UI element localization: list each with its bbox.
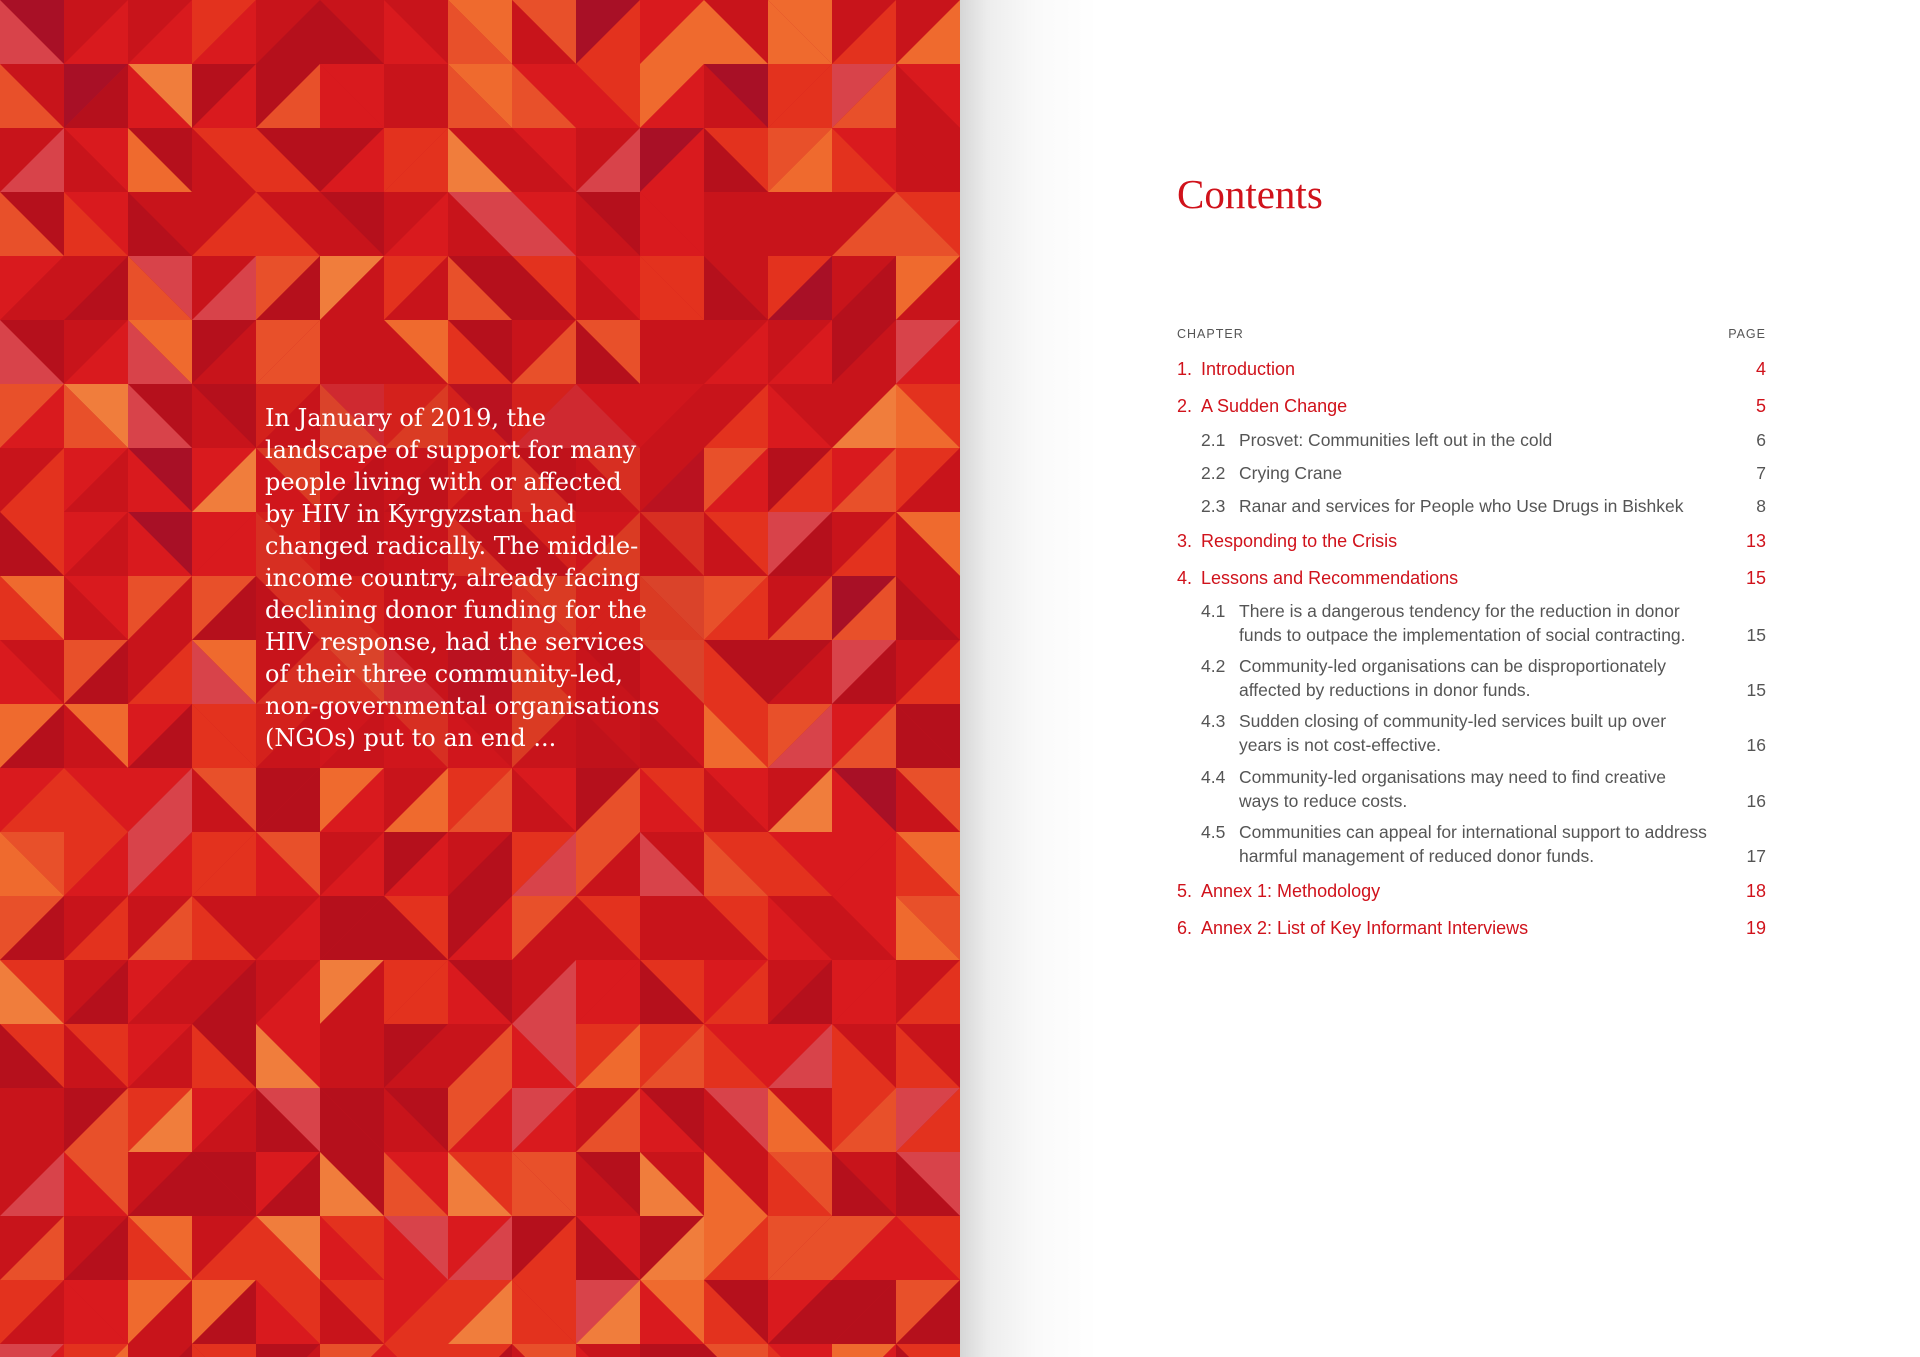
toc-entry-title <box>1239 494 1684 518</box>
toc-section-entry[interactable] <box>1177 654 1766 702</box>
toc-entry-page-number: 15 <box>1746 680 1766 700</box>
toc-entry-number: 4.1 <box>1201 601 1226 621</box>
toc-entry-title-line: Annex 1: Methodology <box>1201 881 1381 901</box>
intro-line: In January of 2019, the <box>265 404 546 432</box>
toc-entry-page-number: 16 <box>1746 791 1766 811</box>
intro-line: income country, already facing <box>265 564 640 592</box>
toc-entry-number: 4.5 <box>1201 822 1226 842</box>
intro-text <box>265 402 685 754</box>
toc-chapter-entry[interactable] <box>1177 567 1766 589</box>
toc-entry-number: 4. <box>1177 568 1193 588</box>
toc-entry-page-number: 7 <box>1756 463 1766 483</box>
toc-entry-title <box>1239 765 1666 813</box>
toc-entry-page-number: 17 <box>1746 846 1766 866</box>
toc-entry-page-number: 18 <box>1745 881 1766 901</box>
toc-entry-title <box>1239 709 1666 757</box>
toc-entry-title <box>1201 530 1397 552</box>
toc-entry-number: 2.1 <box>1201 430 1226 450</box>
toc-entry-number: 4.3 <box>1201 711 1226 731</box>
toc-entry-title <box>1201 880 1380 902</box>
intro-line: by HIV in Kyrgyzstan had <box>265 500 576 528</box>
toc-entry-title-line: Community-led organisations can be disproportionately <box>1239 656 1667 676</box>
toc-chapter-entry[interactable] <box>1177 917 1766 939</box>
toc-entry-title-line: A Sudden Change <box>1201 396 1348 416</box>
toc-entry-page-number: 13 <box>1745 531 1766 551</box>
toc-entry-title-line: Community-led organisations may need to find creative <box>1239 767 1667 787</box>
toc-entry-page-number: 19 <box>1745 918 1766 938</box>
toc-entry-number: 2.2 <box>1201 463 1226 483</box>
toc-entry-number: 2.3 <box>1201 496 1226 516</box>
toc-entry-title-line: There is a dangerous tendency for the reduction in donor <box>1239 601 1680 621</box>
toc-chapter-entry[interactable] <box>1177 395 1766 417</box>
toc-entry-title <box>1201 917 1528 939</box>
toc-entry-title-line: Prosvet: Communities left out in the cold <box>1239 430 1553 450</box>
toc-entry-title-line: ways to reduce costs. <box>1239 791 1408 811</box>
toc-chapter-entry[interactable] <box>1177 358 1766 380</box>
right-page <box>960 0 1920 1357</box>
toc-section-entry[interactable] <box>1177 765 1766 813</box>
toc-section-entry[interactable] <box>1177 709 1766 757</box>
toc-entry-title-line: Sudden closing of community-led services built up over <box>1239 711 1667 731</box>
toc-section-entry[interactable] <box>1177 428 1766 452</box>
intro-line: of their three community-led, <box>265 660 623 688</box>
chapter-column-header: CHAPTER <box>1177 327 1244 341</box>
toc-entry-title-line: Introduction <box>1201 359 1296 379</box>
toc-entry-number: 4.4 <box>1201 767 1226 787</box>
toc-section-entry[interactable] <box>1177 461 1766 485</box>
page-column-header: PAGE <box>1728 327 1766 341</box>
intro-line: changed radically. The middle- <box>265 532 639 560</box>
toc-entry-title <box>1239 654 1666 702</box>
toc-entry-title-line: Ranar and services for People who Use Drugs in Bishkek <box>1239 496 1684 516</box>
toc-chapter-entry[interactable] <box>1177 880 1766 902</box>
toc-entry-title <box>1201 395 1347 417</box>
toc-entry-title-line: years is not cost-effective. <box>1239 735 1441 755</box>
toc-entry-title <box>1239 599 1686 647</box>
toc-entry-title-line: Responding to the Crisis <box>1201 531 1398 551</box>
toc-entry-title <box>1239 461 1342 485</box>
toc-section-entry[interactable] <box>1177 820 1766 868</box>
intro-line: declining donor funding for the <box>265 596 647 624</box>
intro-line: non-governmental organisations <box>265 692 660 720</box>
toc-entry-number: 6. <box>1177 918 1193 938</box>
intro-line: people living with or affected <box>265 468 622 496</box>
intro-line: (NGOs) put to an end ... <box>265 724 557 752</box>
toc-section-entry[interactable] <box>1177 599 1766 647</box>
toc-entry-title <box>1201 358 1295 380</box>
toc-entry-title <box>1239 428 1552 452</box>
toc-entry-page-number: 5 <box>1755 396 1766 416</box>
toc-entry-number: 4.2 <box>1201 656 1226 676</box>
toc-entry-page-number: 15 <box>1745 568 1766 588</box>
toc-entry-page-number: 4 <box>1755 359 1766 379</box>
toc-entry-title-line: harmful management of reduced donor funds. <box>1239 846 1595 866</box>
toc-entry-title-line: funds to outpace the implementation of social contracting. <box>1239 625 1686 645</box>
toc-entry-title-line: Communities can appeal for international support to address <box>1239 822 1707 842</box>
toc-entry-page-number: 8 <box>1756 496 1766 516</box>
toc-section-entry[interactable] <box>1177 494 1766 518</box>
toc-entry-title-line: Lessons and Recommendations <box>1201 568 1459 588</box>
toc-entry-title-line: Annex 2: List of Key Informant Interviews <box>1201 918 1529 938</box>
toc-entry-title-line: affected by reductions in donor funds. <box>1239 680 1531 700</box>
toc-entry-number: 1. <box>1177 359 1193 379</box>
toc-entry-page-number: 15 <box>1746 625 1766 645</box>
toc-entry-title-line: Crying Crane <box>1239 463 1343 483</box>
intro-line: landscape of support for many <box>265 436 637 464</box>
toc-entry-title <box>1201 567 1458 589</box>
toc-entry-page-number: 16 <box>1746 735 1766 755</box>
toc-entry-number: 2. <box>1177 396 1193 416</box>
toc-chapter-entry[interactable] <box>1177 530 1766 552</box>
gutter-shadow <box>960 0 1100 1357</box>
page-title: Contents <box>1177 171 1323 217</box>
toc-entry-number: 3. <box>1177 531 1193 551</box>
intro-line: HIV response, had the services <box>265 628 645 656</box>
toc-entry-number: 5. <box>1177 881 1193 901</box>
toc-entry-title <box>1239 820 1707 868</box>
toc-entry-page-number: 6 <box>1756 430 1766 450</box>
